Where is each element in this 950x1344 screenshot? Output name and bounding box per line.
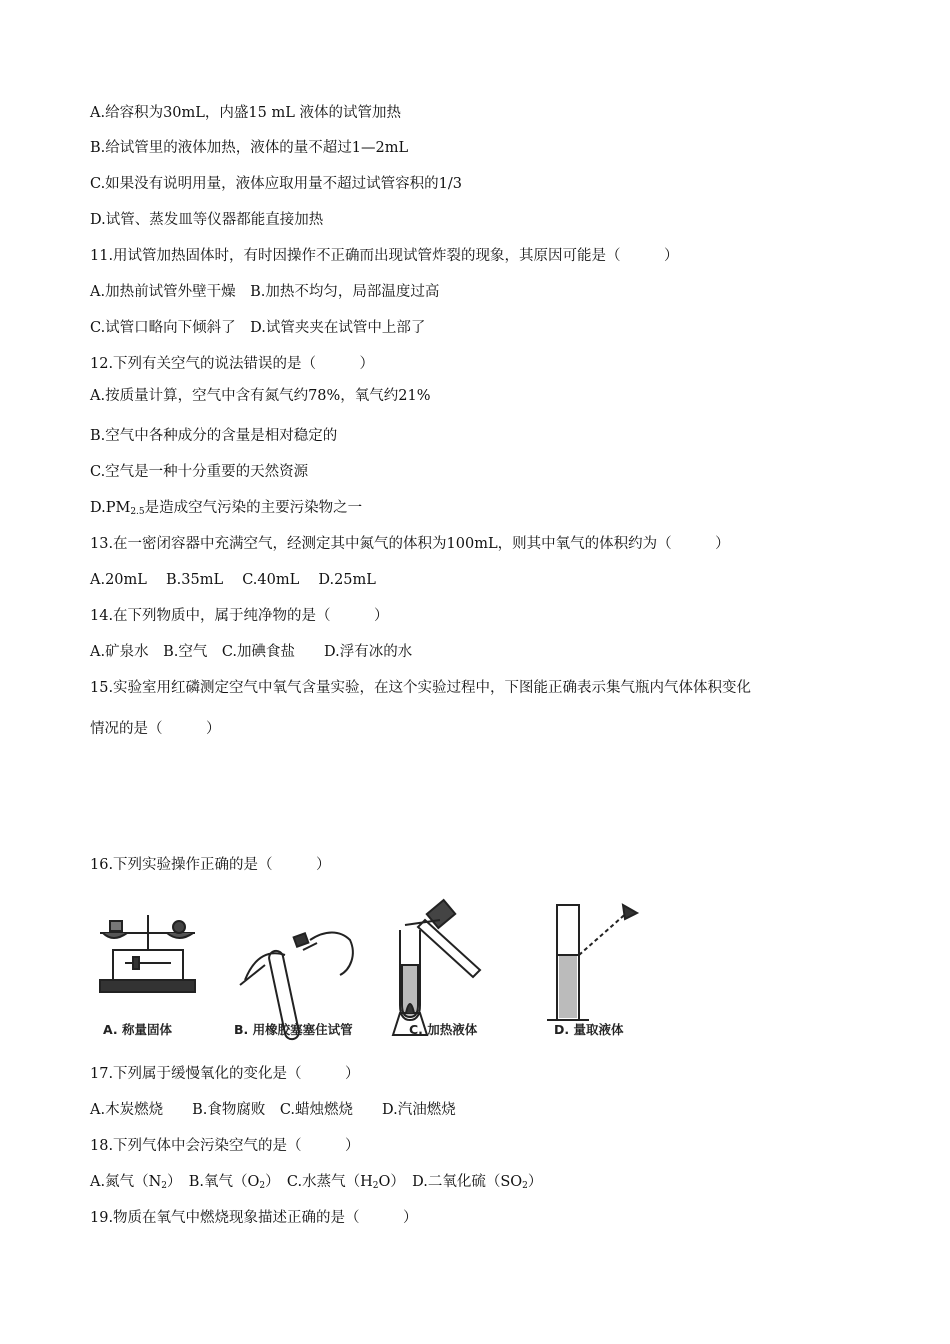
balance-drawing [100, 915, 195, 992]
caption-d: D. 量取液体 [554, 1022, 624, 1037]
cylinder-drawing [547, 905, 637, 1020]
q16-stem: 16.下列实验操作正确的是（ ） [90, 857, 331, 873]
q11-stem: 11.用试管加热固体时，有时因操作不正确而出现试管炸裂的现象，其原因可能是（ ） [90, 248, 679, 264]
caption-a: A. 称量固体 [103, 1022, 173, 1037]
q15-stem-cont: 情况的是（ ） [90, 721, 221, 737]
q19-stem: 19.物质在氧气中燃烧现象描述正确的是（ ） [90, 1210, 418, 1226]
q18-options [90, 1172, 542, 1196]
subscript: 2 [522, 1181, 528, 1191]
subscript: 2 [161, 1181, 168, 1191]
q17-options: A.木炭燃烧 B.食物腐败 C.蜡烛燃烧 D.汽油燃烧 [90, 1102, 456, 1118]
q12-option-b: B.空气中各种成分的含量是相对稳定的 [90, 428, 338, 444]
q12-option-d-text: 是造成空气污染的主要污染物之一 [144, 500, 363, 516]
q18-option-d: O） D.二氧化硫（SO [378, 1174, 523, 1190]
q15-stem: 15.实验室用红磷测定空气中氧气含量实验，在这个实验过程中，下图能正确表示集气瓶内气体体积变化 [90, 680, 752, 696]
q12-option-a: A.按质量计算，空气中含有氮气约78%，氧气约21% [90, 388, 431, 404]
q18-option-c: ） C.水蒸气（H [265, 1174, 373, 1190]
q12-option-d-prefix: D.PM [90, 500, 131, 516]
subscript: 2 [372, 1181, 379, 1191]
q10-option-b: B.给试管里的液体加热，液体的量不超过1—2mL [90, 140, 409, 156]
q10-option-d: D.试管、蒸发皿等仪器都能直接加热 [90, 212, 324, 228]
q18-option-a: A.氮气（N [90, 1174, 162, 1190]
q11-options-ab: A.加热前试管外壁干燥 B.加热不均匀，局部温度过高 [90, 284, 440, 300]
q18-option-end: ） [527, 1174, 543, 1190]
q17-stem: 17.下列属于缓慢氧化的变化是（ ） [90, 1066, 360, 1082]
q13-options: A.20mL B.35mL C.40mL D.25mL [90, 572, 376, 588]
pm-subscript: 2.5 [130, 507, 145, 517]
q14-options: A.矿泉水 B.空气 C.加碘食盐 D.浮有冰的水 [90, 644, 413, 660]
q13-stem: 13.在一密闭容器中充满空气，经测定其中氮气的体积为100mL，则其中氧气的体积约为（ ） [90, 536, 730, 552]
q12-option-c: C.空气是一种十分重要的天然资源 [90, 464, 309, 480]
q10-option-a: A.给容积为30mL，内盛15 mL 液体的试管加热 [90, 105, 401, 121]
caption-c: C. 加热液体 [409, 1022, 478, 1037]
q12-stem: 12.下列有关空气的说法错误的是（ ） [90, 356, 375, 372]
heating-tube-drawing [393, 900, 480, 1035]
caption-b: B. 用橡胶塞塞住试管 [234, 1022, 353, 1037]
q12-option-d [90, 498, 362, 522]
q18-stem: 18.下列气体中会污染空气的是（ ） [90, 1138, 360, 1154]
q10-option-c: C.如果没有说明用量，液体应取用量不超过试管容积的1/3 [90, 176, 463, 192]
subscript: 2 [259, 1181, 266, 1191]
q18-option-b: ） B.氧气（O [167, 1174, 260, 1190]
q14-stem: 14.在下列物质中，属于纯净物的是（ ） [90, 608, 389, 624]
q11-options-cd: C.试管口略向下倾斜了 D.试管夹夹在试管中上部了 [90, 320, 426, 336]
